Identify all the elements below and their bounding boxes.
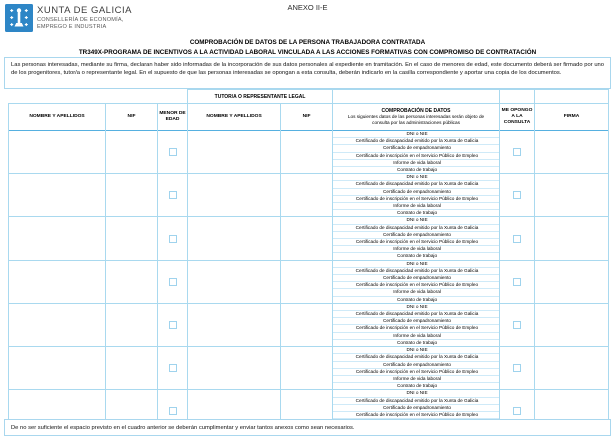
minor-cell <box>158 303 188 346</box>
data-table <box>8 89 609 434</box>
oppose-checkbox[interactable] <box>513 235 521 243</box>
document-item: Certificado de inscripción en el Servicio Público de Empleo <box>333 411 499 418</box>
minor-cell <box>158 131 188 174</box>
signature-cell[interactable] <box>535 131 609 174</box>
document-item: Informe de vida laboral <box>333 159 499 166</box>
document-item: Contrato de trabajo <box>333 382 499 389</box>
document-item: Certificado de empadronamiento <box>333 188 499 195</box>
tutor-name-cell[interactable] <box>188 303 281 346</box>
documents-cell <box>333 174 500 217</box>
document-item: Certificado de discapacidad emitido por la Xunta de Galicia <box>333 353 499 360</box>
document-item: Informe de vida laboral <box>333 245 499 252</box>
tutor-nif-cell[interactable] <box>281 260 333 303</box>
minor-checkbox[interactable] <box>169 235 177 243</box>
document-item: DNI o NIE <box>406 217 428 223</box>
tutor-nif-cell[interactable] <box>281 347 333 390</box>
intro-note: Las personas interesadas, mediante su firma, declaran haber sido informadas de la incorporación de sus datos personales al expediente en tramitación. En el caso de menores de edad, este documento deberá ser firmado por uno de los progenitores, tutor/a o representante legal. En el supuesto de que las personas interesadas se opongan a esta consulta, deberán indicarlo en la casilla correspondiente y aportar una copia de los documentos. <box>4 57 611 89</box>
signature-cell[interactable] <box>535 174 609 217</box>
name-cell[interactable] <box>9 260 106 303</box>
tutor-name-cell[interactable] <box>188 347 281 390</box>
footer-note: De no ser suficiente el espacio previsto en el cuadro anterior se deberán cumplimentar y enviar tantos anexos como sean necesarios. <box>4 419 611 436</box>
signature-cell[interactable] <box>535 260 609 303</box>
document-item: Certificado de empadronamiento <box>333 361 499 368</box>
documents-cell <box>333 303 500 346</box>
department-line2: EMPREGO E INDUSTRIA <box>37 24 107 30</box>
name-cell[interactable] <box>9 303 106 346</box>
col-header-name: NOMBRE Y APELLIDOS <box>9 104 106 131</box>
document-item: Certificado de inscripción en el Servicio Público de Empleo <box>333 368 499 375</box>
document-item: Informe de vida laboral <box>333 375 499 382</box>
document-item: Informe de vida laboral <box>333 202 499 209</box>
col-header-minor: MENOR DE EDAD <box>158 104 188 131</box>
minor-checkbox[interactable] <box>169 191 177 199</box>
header-spacer <box>9 90 188 104</box>
oppose-checkbox[interactable] <box>513 278 521 286</box>
document-item: Contrato de trabajo <box>333 252 499 259</box>
document-item: Contrato de trabajo <box>333 209 499 216</box>
tutor-nif-cell[interactable] <box>281 174 333 217</box>
minor-checkbox[interactable] <box>169 278 177 286</box>
document-item: Informe de vida laboral <box>333 288 499 295</box>
oppose-cell <box>500 260 535 303</box>
col-header-oppose: ME OPONGO A LA CONSULTA <box>500 104 535 131</box>
table-row <box>9 174 609 217</box>
form-title: COMPROBACIÓN DE DATOS DE LA PERSONA TRABAJADORA CONTRATADA <box>189 39 426 46</box>
nif-cell[interactable] <box>106 174 158 217</box>
table-row <box>9 217 609 260</box>
document-item: DNI o NIE <box>406 174 428 180</box>
nif-cell[interactable] <box>106 260 158 303</box>
document-item: Certificado de inscripción en el Servicio Público de Empleo <box>333 152 499 159</box>
document-item: Certificado de inscripción en el Servicio Público de Empleo <box>333 195 499 202</box>
col-header-signature: FIRMA <box>535 104 609 131</box>
document-item: Contrato de trabajo <box>333 296 499 303</box>
oppose-checkbox[interactable] <box>513 148 521 156</box>
oppose-cell <box>500 131 535 174</box>
col-header-verification <box>333 104 500 131</box>
signature-cell[interactable] <box>535 303 609 346</box>
document-item: Certificado de inscripción en el Servicio Público de Empleo <box>333 324 499 331</box>
document-item: Certificado de discapacidad emitido por la Xunta de Galicia <box>333 137 499 144</box>
oppose-checkbox[interactable] <box>513 364 521 372</box>
document-item: DNI o NIE <box>406 347 428 353</box>
tutor-name-cell[interactable] <box>188 131 281 174</box>
documents-cell <box>333 131 500 174</box>
documents-cell <box>333 260 500 303</box>
document-item: DNI o NIE <box>406 131 428 136</box>
minor-cell <box>158 217 188 260</box>
document-item: Informe de vida laboral <box>333 332 499 339</box>
verification-subtitle: Los siguientes datos de las personas interesadas serán objeto de consulta por las administraciones públicas <box>347 114 485 126</box>
minor-cell <box>158 260 188 303</box>
document-item: Certificado de discapacidad emitido por la Xunta de Galicia <box>333 224 499 231</box>
table-body <box>9 131 609 434</box>
signature-cell[interactable] <box>535 217 609 260</box>
table-row <box>9 347 609 390</box>
document-item: Certificado de empadronamiento <box>333 144 499 151</box>
name-cell[interactable] <box>9 131 106 174</box>
document-item: Certificado de empadronamiento <box>333 231 499 238</box>
oppose-cell <box>500 347 535 390</box>
tutor-name-cell[interactable] <box>188 174 281 217</box>
oppose-checkbox[interactable] <box>513 407 521 415</box>
minor-checkbox[interactable] <box>169 407 177 415</box>
table-row <box>9 260 609 303</box>
nif-cell[interactable] <box>106 131 158 174</box>
col-header-tutor-nif: NIF <box>281 104 333 131</box>
oppose-cell <box>500 217 535 260</box>
nif-cell[interactable] <box>106 347 158 390</box>
name-cell[interactable] <box>9 174 106 217</box>
document-item: Certificado de discapacidad emitido por la Xunta de Galicia <box>333 180 499 187</box>
tutor-nif-cell[interactable] <box>281 217 333 260</box>
anexo-label: ANEXO II-E <box>287 3 328 12</box>
minor-cell <box>158 174 188 217</box>
document-item: Certificado de discapacidad emitido por la Xunta de Galicia <box>333 397 499 404</box>
tutor-group-header: TUTOR/A O REPRESENTANTE LEGAL <box>188 90 333 104</box>
document-item: Contrato de trabajo <box>333 166 499 173</box>
minor-cell <box>158 347 188 390</box>
department-line1: CONSELLERÍA DE ECONOMÍA, <box>37 17 124 23</box>
name-cell[interactable] <box>9 217 106 260</box>
document-item: DNI o NIE <box>406 390 428 396</box>
table-row <box>9 303 609 346</box>
signature-cell[interactable] <box>535 347 609 390</box>
documents-cell <box>333 217 500 260</box>
nif-cell[interactable] <box>106 303 158 346</box>
tutor-name-cell[interactable] <box>188 260 281 303</box>
col-header-nif: NIF <box>106 104 158 131</box>
header-spacer-cell <box>535 90 609 104</box>
nif-cell[interactable] <box>106 217 158 260</box>
minor-checkbox[interactable] <box>169 148 177 156</box>
oppose-cell <box>500 174 535 217</box>
header-spacer-cell <box>333 90 500 104</box>
table-row <box>9 131 609 174</box>
oppose-checkbox[interactable] <box>513 321 521 329</box>
tutor-name-cell[interactable] <box>188 217 281 260</box>
oppose-cell <box>500 303 535 346</box>
oppose-checkbox[interactable] <box>513 191 521 199</box>
document-item: Contrato de trabajo <box>333 339 499 346</box>
org-name: XUNTA DE GALICIA <box>37 5 132 16</box>
document-item: DNI o NIE <box>406 303 428 309</box>
name-cell[interactable] <box>9 347 106 390</box>
document-item: Certificado de empadronamiento <box>333 404 499 411</box>
document-item: Certificado de empadronamiento <box>333 274 499 281</box>
header-spacer-cell <box>500 90 535 104</box>
document-item: Certificado de empadronamiento <box>333 317 499 324</box>
minor-checkbox[interactable] <box>169 364 177 372</box>
documents-cell <box>333 347 500 390</box>
document-item: Certificado de discapacidad emitido por la Xunta de Galicia <box>333 267 499 274</box>
document-item: Certificado de discapacidad emitido por la Xunta de Galicia <box>333 310 499 317</box>
verification-title: COMPROBACIÓN DE DATOS <box>381 107 451 114</box>
form-subtitle: TR349X-PROGRAMA DE INCENTIVOS A LA ACTIVIDAD LABORAL VINCULADA A LAS ACCIONES FORMATIVAS CON COMPROMISO DE CONTRATACIÓN <box>78 49 537 56</box>
col-header-tutor-name: NOMBRE Y APELLIDOS <box>188 104 281 131</box>
minor-checkbox[interactable] <box>169 321 177 329</box>
document-item: Certificado de inscripción en el Servicio Público de Empleo <box>333 281 499 288</box>
document-item: Certificado de inscripción en el Servicio Público de Empleo <box>333 238 499 245</box>
document-item: DNI o NIE <box>406 260 428 266</box>
tutor-nif-cell[interactable] <box>281 131 333 174</box>
tutor-nif-cell[interactable] <box>281 303 333 346</box>
